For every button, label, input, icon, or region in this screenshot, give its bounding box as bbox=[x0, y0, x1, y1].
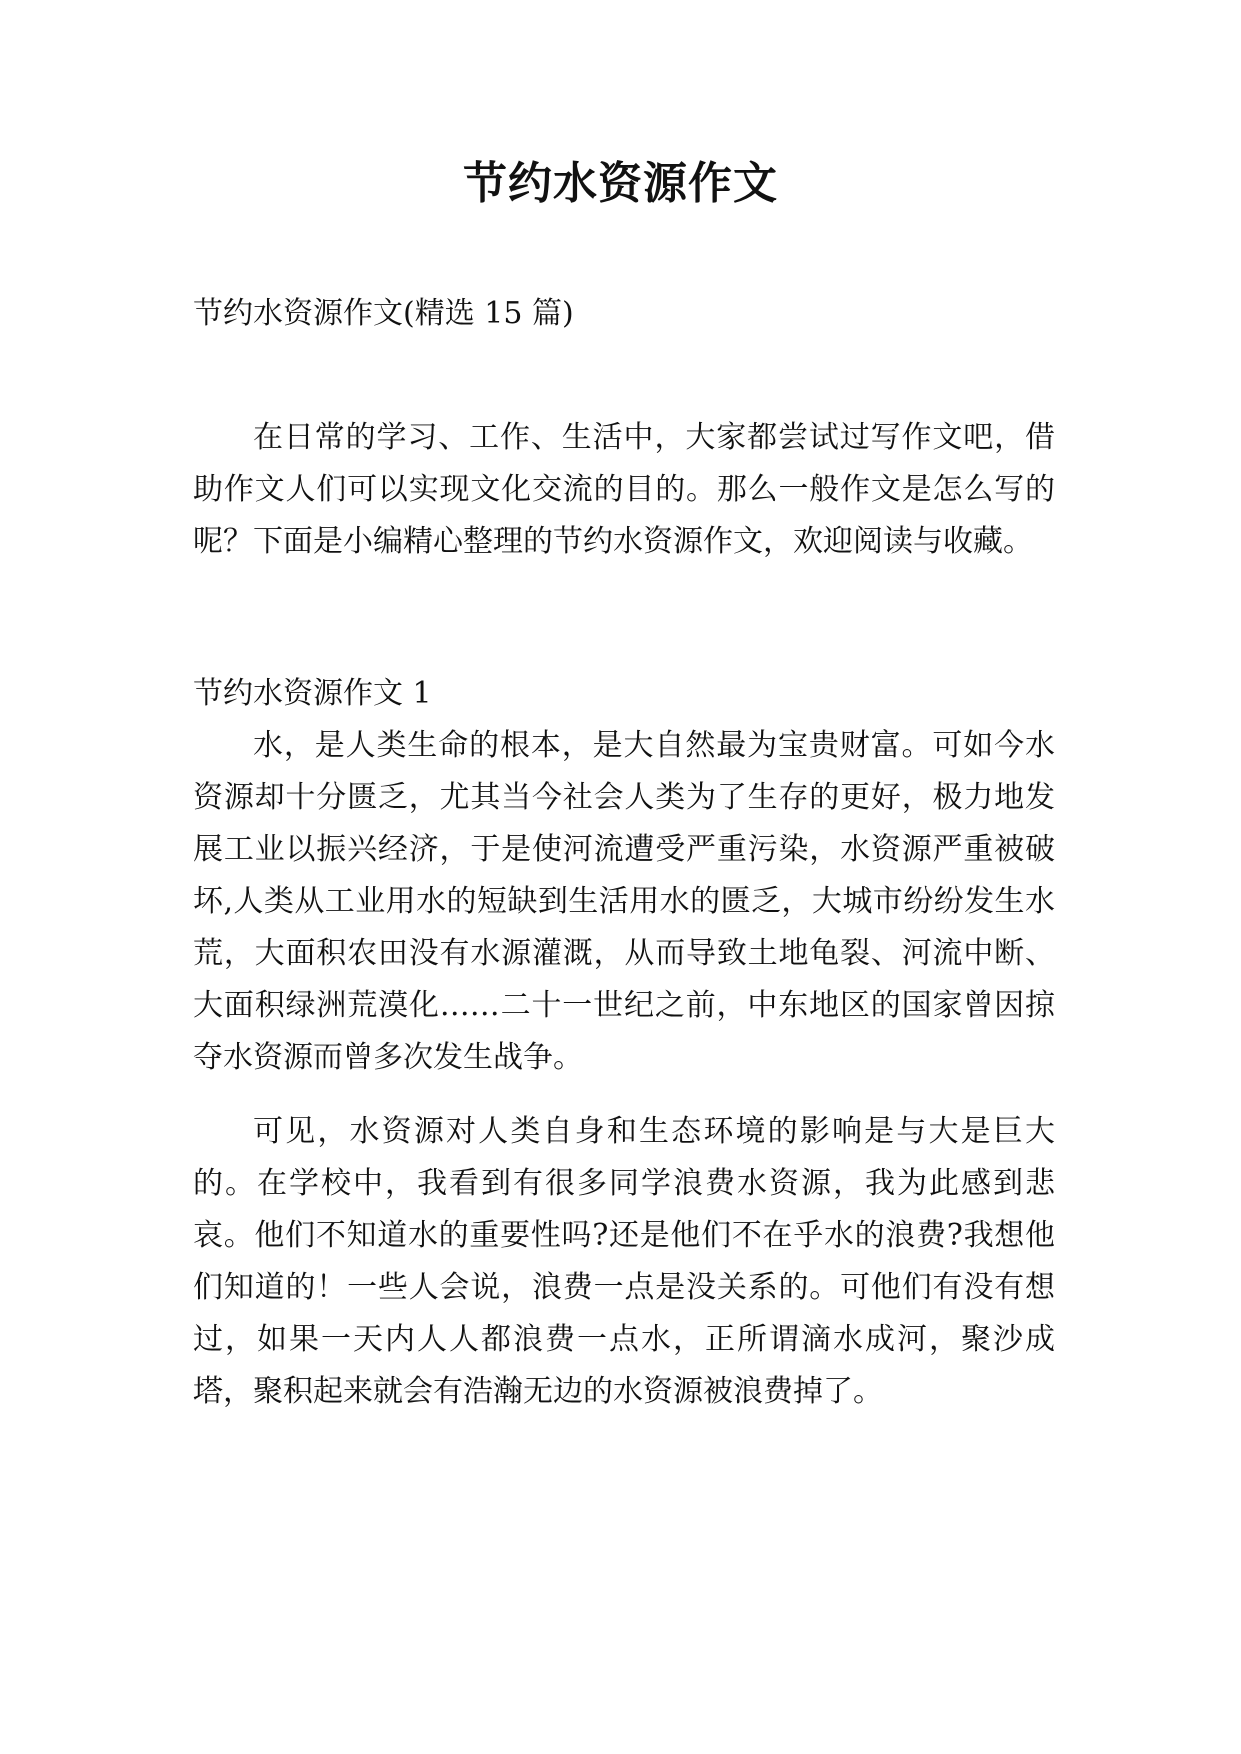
document-title: 节约水资源作文 bbox=[463, 158, 778, 209]
body-paragraph: 水，是人类生命的根本，是大自然最为宝贵财富。可如今水资源却十分匮乏，尤其当今社会人类为了生存的更好，极力地发展工业以振兴经济，于是使河流遭受严重污染，水资源严重被破坏,人类从工业用水的短缺到生活用水的匮乏，大城市纷纷发生水荒，大面积农田没有水源灌溉，从而导致土地龟裂、河流中断、大面积绿洲荒漠化……二十一世纪之前，中东地区的国家曾因掠夺水资源而曾多次发生战争。 bbox=[193, 728, 1055, 1075]
spacer bbox=[193, 340, 1055, 412]
document-body bbox=[193, 288, 1055, 1418]
spacer bbox=[193, 568, 1055, 668]
section-body bbox=[193, 720, 1055, 1418]
intro-paragraph: 在日常的学习、工作、生活中，大家都尝试过写作文吧，借助作文人们可以实现文化交流的目的。那么一般作文是怎么写的呢？下面是小编精心整理的节约水资源作文，欢迎阅读与收藏。 bbox=[193, 420, 1055, 559]
section-heading: 节约水资源作文 1 bbox=[193, 676, 432, 711]
body-paragraph: 可见，水资源对人类自身和生态环境的影响是与大是巨大的。在学校中，我看到有很多同学浪费水资源，我为此感到悲哀。他们不知道水的重要性吗?还是他们不在乎水的浪费?我想他们知道的！一些人会说，浪费一点是没关系的。可他们有没有想过，如果一天内人人都浪费一点水，正所谓滴水成河，聚沙成塔，聚积起来就会有浩瀚无边的水资源被浪费掉了。 bbox=[193, 1114, 1055, 1409]
document-subtitle: 节约水资源作文(精选 15 篇) bbox=[193, 296, 574, 331]
